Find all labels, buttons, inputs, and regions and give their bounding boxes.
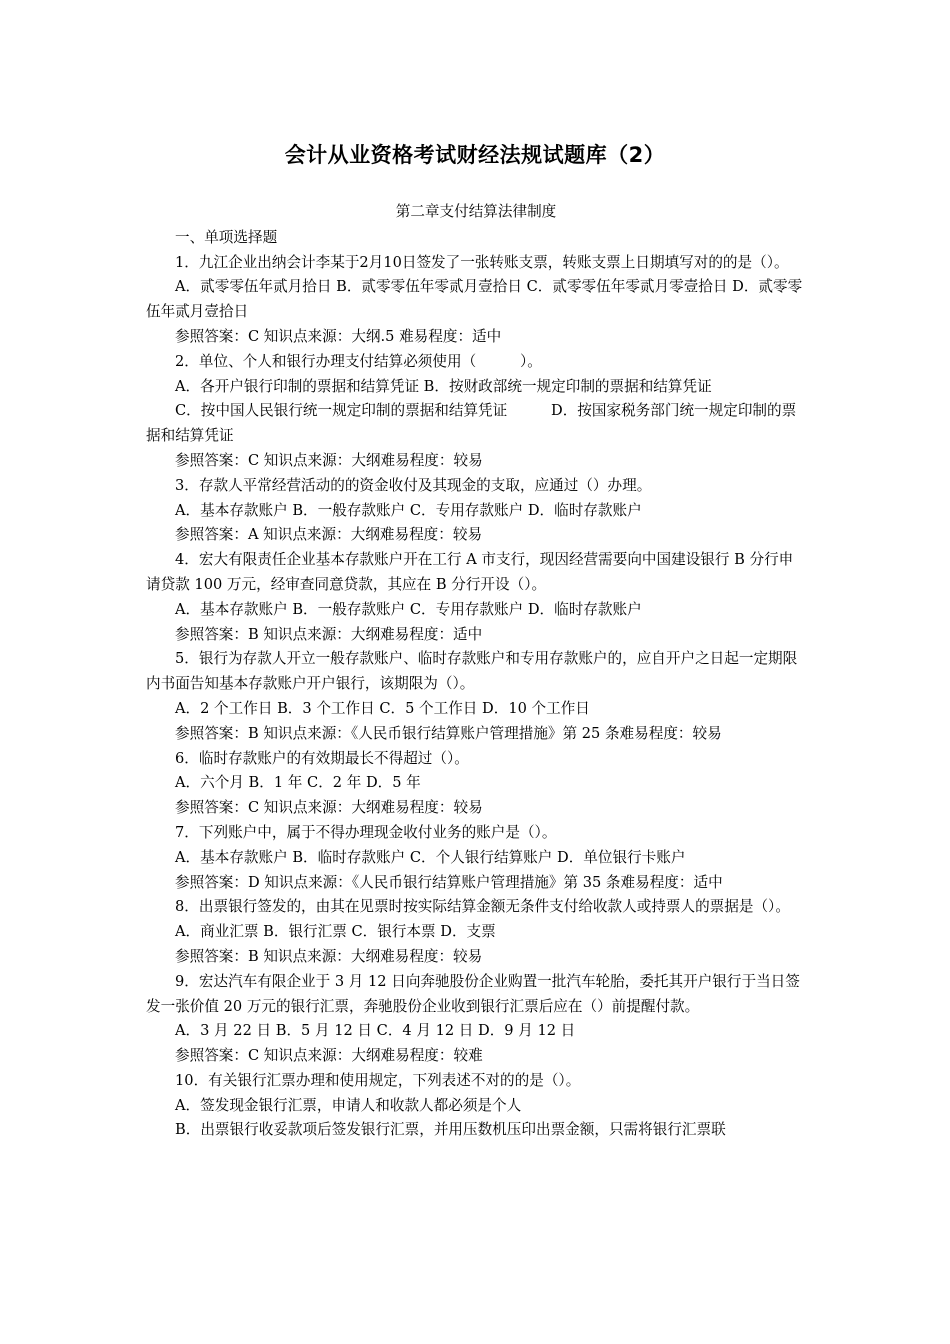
question-4: 4．宏大有限责任企业基本存款账户开在工行 A 市支行，现因经营需要向中国建设银行 B 分行申请贷款 100 万元，经审查同意贷款，其应在 B 分行开设（）。 <box>146 551 794 593</box>
question-10: 10．有关银行汇票办理和使用规定，下列表述不对的的是（）。 <box>175 1071 581 1089</box>
answer-2: 参照答案：C 知识点来源：大纲难易程度：较易 <box>175 451 483 469</box>
option-10-a: A．签发现金银行汇票，申请人和收款人都必须是个人 <box>175 1096 522 1114</box>
question-8: 8．出票银行签发的，由其在见票时按实际结算金额无条件支付给收款人或持票人的票据是（）。 <box>175 898 790 916</box>
options-4: A．基本存款账户 B．一般存款账户 C．专用存款账户 D．临时存款账户 <box>175 600 642 618</box>
question-7: 7．下列账户中，属于不得办理现金收付业务的账户是（）。 <box>175 823 557 841</box>
document-body <box>146 200 806 1143</box>
question-6: 6．临时存款账户的有效期最长不得超过（）。 <box>175 749 469 767</box>
options-3: A．基本存款账户 B．一般存款账户 C．专用存款账户 D．临时存款账户 <box>175 501 642 519</box>
answer-9: 参照答案：C 知识点来源：大纲难易程度：较难 <box>175 1047 483 1065</box>
options-9: A．3 月 22 日 B．5 月 12 日 C．4 月 12 日 D．9 月 12 日 <box>175 1022 576 1040</box>
options-2-cd: C．按中国人民银行统一规定印制的票据和结算凭证 D．按国家税务部门统一规定印制的票据和结算凭证 <box>146 402 797 445</box>
question-1: 1．九江企业出纳会计李某于2月10日签发了一张转账支票，转账支票上日期填写对的的是（）。 <box>175 253 789 271</box>
options-5: A．2 个工作日 B．3 个工作日 C．5 个工作日 D．10 个工作日 <box>175 699 590 717</box>
options-6: A．六个月 B．1 年 C．2 年 D．5 年 <box>175 774 421 792</box>
options-1: A．贰零零伍年贰月拾日 B．贰零零伍年零贰月壹拾日 C．贰零零伍年零贰月零壹拾日 D．贰零零伍年贰月壹拾日 <box>146 278 803 321</box>
answer-6: 参照答案：C 知识点来源：大纲难易程度：较易 <box>175 799 483 817</box>
answer-5: 参照答案：B 知识点来源：《人民币银行结算账户管理措施》第 25 条难易程度：较易 <box>175 724 722 742</box>
question-2: 2．单位、个人和银行办理支付结算必须使用（ ）。 <box>175 352 542 370</box>
answer-4: 参照答案：B 知识点来源：大纲难易程度：适中 <box>175 625 483 643</box>
options-8: A．商业汇票 B．银行汇票 C．银行本票 D．支票 <box>175 923 496 941</box>
section-heading: 一、单项选择题 <box>175 228 278 246</box>
document-title: 会计从业资格考试财经法规试题库（2） <box>284 143 666 167</box>
option-10-b: B．出票银行收妥款项后签发银行汇票，并用压数机压印出票金额，只需将银行汇票联 <box>175 1121 726 1139</box>
chapter-heading: 第二章支付结算法律制度 <box>395 203 557 220</box>
options-2-ab: A．各开户银行印制的票据和结算凭证 B．按财政部统一规定印制的票据和结算凭证 <box>175 377 712 395</box>
question-3: 3．存款人平常经营活动的的资金收付及其现金的支取，应通过（）办理。 <box>175 476 652 494</box>
question-9: 9．宏达汽车有限企业于 3 月 12 日向奔驰股份企业购置一批汽车轮胎，委托其开户银行于当日签发一张价值 20 万元的银行汇票，奔驰股份企业收到银行汇票后应在（）前提醒付款。 <box>146 972 800 1015</box>
options-7: A．基本存款账户 B．临时存款账户 C．个人银行结算账户 D．单位银行卡账户 <box>175 848 686 866</box>
question-5: 5．银行为存款人开立一般存款账户、临时存款账户和专用存款账户的，应自开户之日起一定期限内书面告知基本存款账户开户银行，该期限为（）。 <box>146 650 798 693</box>
answer-3: 参照答案：A 知识点来源：大纲难易程度：较易 <box>175 526 483 544</box>
answer-8: 参照答案：B 知识点来源：大纲难易程度：较易 <box>175 947 483 965</box>
answer-1: 参照答案：C 知识点来源：大纲.5 难易程度：适中 <box>175 327 502 345</box>
answer-7: 参照答案：D 知识点来源：《人民币银行结算账户管理措施》第 35 条难易程度：适中 <box>175 873 723 891</box>
